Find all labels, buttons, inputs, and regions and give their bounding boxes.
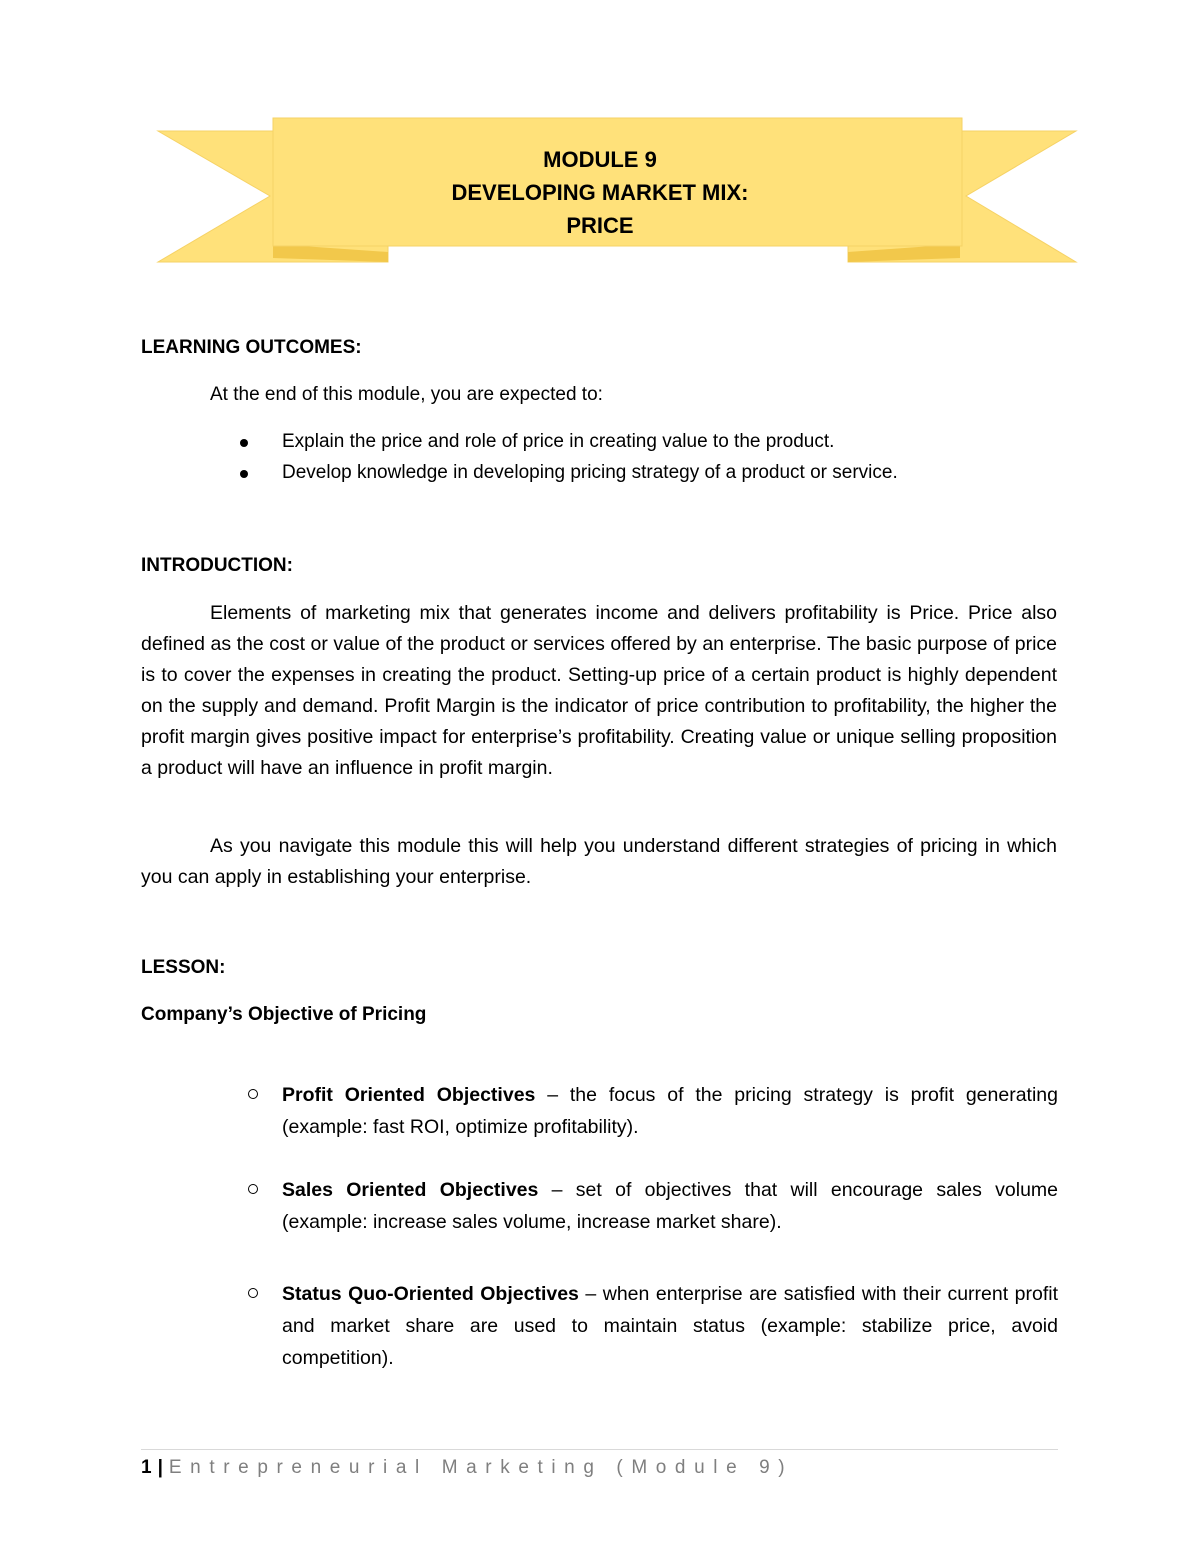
page-footer [141,1457,793,1479]
lesson-subheading: Company’s Objective of Pricing [141,1004,427,1025]
objective-term: Status Quo-Oriented Objectives [282,1283,579,1305]
learning-outcomes-intro: At the end of this module, you are expected to: [210,384,603,405]
introduction-paragraph-2-text: As you navigate this module this will help you understand different strategies of pricing in which you can apply in establishing your enterprise. [141,835,1057,888]
footer-separator: | [157,1457,163,1478]
introduction-paragraph [141,598,1057,784]
hollow-bullet-icon [248,1089,258,1099]
introduction-paragraph-text: Elements of marketing mix that generates income and delivers profitability is Price. Price also defined as the cost or value of the product or services offered by an enterprise. The basic purpose of price is to cover the expenses in creating the product. Setting-up price of a certain product is highly dependent on the supply and demand. Profit Margin is the indicator of price contribution to profitability, the higher the profit margin gives positive impact for enterprise’s profitability. Creating value or unique selling proposition a product will have an influence in profit margin. [141,602,1057,779]
hollow-bullet-icon [248,1184,258,1194]
introduction-heading: INTRODUCTION: [141,555,293,576]
outcome-text: Develop knowledge in developing pricing strategy of a product or service. [282,462,898,483]
bullet-icon [240,439,248,447]
banner-line-module: MODULE 9 [543,147,657,172]
learning-outcomes-heading: LEARNING OUTCOMES: [141,337,362,358]
hollow-bullet-icon [248,1288,258,1298]
lesson-heading: LESSON: [141,957,226,978]
footer-divider [141,1449,1058,1450]
objective-description: – the focus of the pricing strategy is profit generating (example: fast ROI, optimize profitability). [282,1084,1058,1138]
bullet-icon [240,470,248,478]
introduction-paragraph-navigate [141,831,1057,893]
outcome-text: Explain the price and role of price in creating value to the product. [282,431,835,452]
objective-term: Profit Oriented Objectives [282,1084,536,1106]
footer-text: Entrepreneurial Marketing (Module 9) [168,1457,794,1478]
module-title-banner [0,0,1200,280]
objective-term: Sales Oriented Objectives [282,1179,539,1201]
page-number: 1 [141,1457,152,1478]
banner-line-topic: DEVELOPING MARKET MIX: [451,180,749,205]
objective-description: – set of objectives that will encourage sales volume (example: increase sales volume, increase market share). [282,1179,1059,1233]
banner-line-subtopic: PRICE [566,213,634,238]
objective-description: – when enterprise are satisfied with their current profit and market share are used to maintain status (example: stabilize price, avoid competition). [282,1283,1058,1369]
